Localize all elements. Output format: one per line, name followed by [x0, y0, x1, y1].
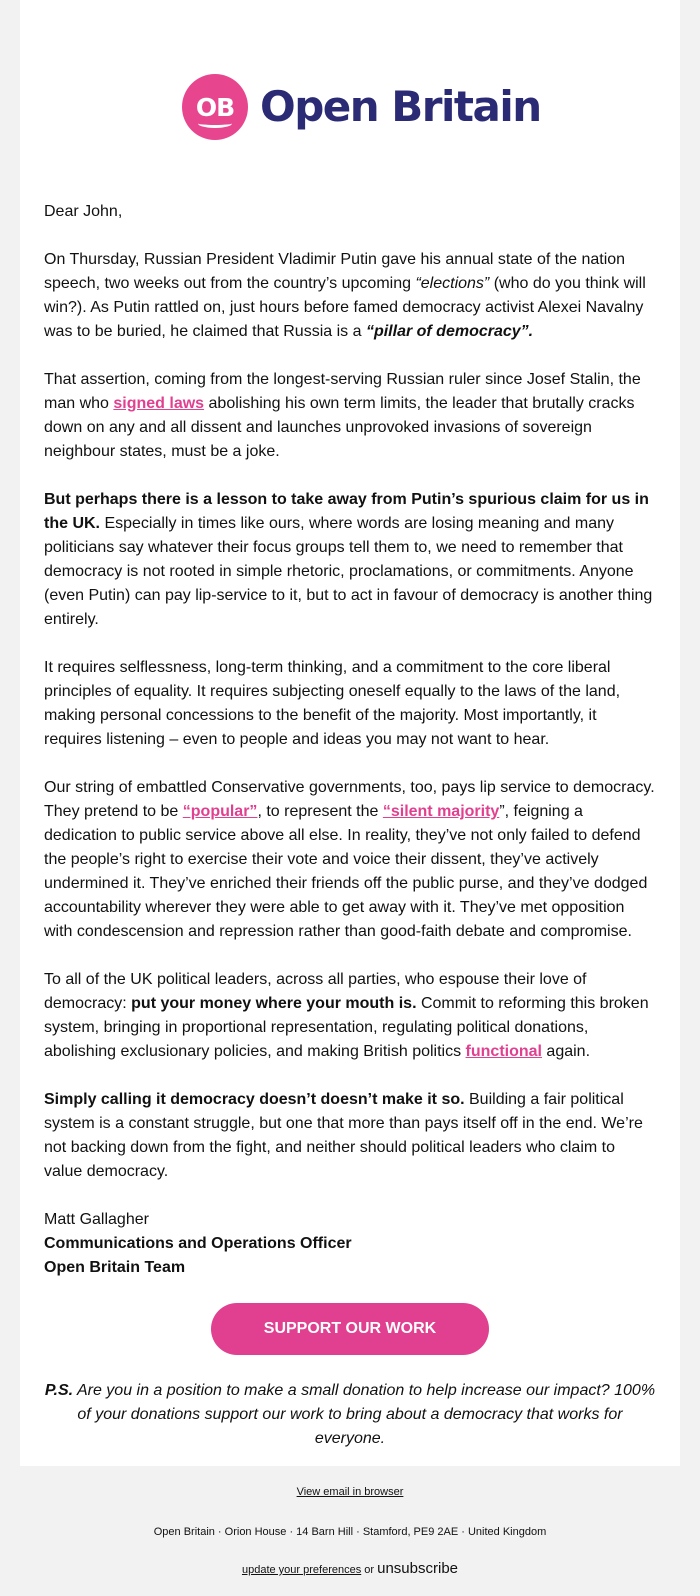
popular-link[interactable]: “popular”: [182, 803, 258, 820]
paragraph-3: But perhaps there is a lesson to take away from Putin’s spurious claim for us in the UK. Especially in times like ours, where words are losing meaning and many politicians say whatever their focus groups tell them to, we need to remember that democracy is not rooted in simple rhetoric, proclamations, or commitments. Anyone (even Putin) can pay lip-service to it, but to act in favour of democracy is another thing entirely.: [44, 491, 653, 628]
paragraph-1: On Thursday, Russian President Vladimir Putin gave his annual state of the nation speech, two weeks out from the country’s upcoming “elections” (who do you think will win?). As Putin rattled on, just hours before famed democracy activist Alexei Navalny was to be buried, he claimed that Russia is a “pillar of democracy”.: [44, 251, 646, 340]
paragraph-7: Simply calling it democracy doesn’t doesn’t make it so. Building a fair political system is a constant struggle, but one that more than pays itself off in the end. We’re not backing down from the fight, and neither should political leaders who claim to value democracy.: [44, 1091, 643, 1180]
ob-logo-icon: OB: [182, 74, 248, 140]
signature: [44, 1208, 656, 1280]
signed-laws-link[interactable]: signed laws: [113, 395, 205, 412]
logo-swoosh: [198, 119, 232, 128]
letter-body: [44, 200, 656, 1280]
signature-name: Matt Gallagher: [44, 1211, 149, 1228]
logo-wordmark: Open Britain: [260, 82, 541, 131]
cta-container: [20, 1303, 680, 1355]
paragraph-4: It requires selflessness, long-term thinking, and a commitment to the core liberal principles of equality. It requires subjecting oneself equally to the laws of the land, making personal concessions to the benefit of the majority. Most importantly, it requires listening – even to people and ideas you may not want to hear.: [44, 659, 621, 748]
signature-title: Communications and Operations Officer: [44, 1235, 352, 1252]
email-card: [20, 0, 680, 1466]
view-in-browser-link[interactable]: View email in browser: [296, 1486, 404, 1498]
silent-majority-link[interactable]: “silent majority: [382, 803, 500, 820]
functional-link[interactable]: functional: [465, 1043, 542, 1060]
open-britain-logo[interactable]: [182, 72, 541, 142]
postscript: P.S. Are you in a position to make a small donation to help increase our impact? 100% of your donations support our work to bring about a democracy that works for everyone.: [44, 1382, 656, 1447]
update-preferences-link[interactable]: update your preferences: [241, 1564, 362, 1576]
greeting: Dear John,: [44, 203, 123, 220]
paragraph-5: Our string of embattled Conservative governments, too, pays lip service to democracy. They pretend to be “popular”, to represent the “silent majority”, feigning a dedication to public service above all else. In reality, they’ve not only failed to defend the people’s right to exercise their vote and voice their dissent, they’ve actively undermined it. They’ve enriched their friends off the public purse, and they’ve dodged accountability wherever they were able to get away with it. They’ve met opposition with condescension and repression rather than good-faith debate and compromise.: [44, 779, 655, 940]
paragraph-6: To all of the UK political leaders, across all parties, who espouse their love of democracy: put your money where your mouth is. Commit to reforming this broken system, bringing in proportional representation, regulating political donations, abolishing exclusionary policies, and making British politics functional again.: [44, 971, 649, 1060]
preferences-line: update your preferences or unsubscribe: [241, 1560, 459, 1577]
signature-team: Open Britain Team: [44, 1259, 186, 1276]
support-our-work-button[interactable]: SUPPORT OUR WORK: [211, 1303, 489, 1355]
unsubscribe-link[interactable]: unsubscribe: [377, 1560, 459, 1577]
paragraph-2: That assertion, coming from the longest-serving Russian ruler since Josef Stalin, the man who signed laws abolishing his own term limits, the leader that brutally cracks down on any and all dissent and launches unprovoked invasions of sovereign neighbour states, must be a joke.: [44, 371, 641, 460]
postal-address: Open Britain · Orion House · 14 Barn Hill · Stamford, PE9 2AE · United Kingdom: [153, 1526, 547, 1538]
